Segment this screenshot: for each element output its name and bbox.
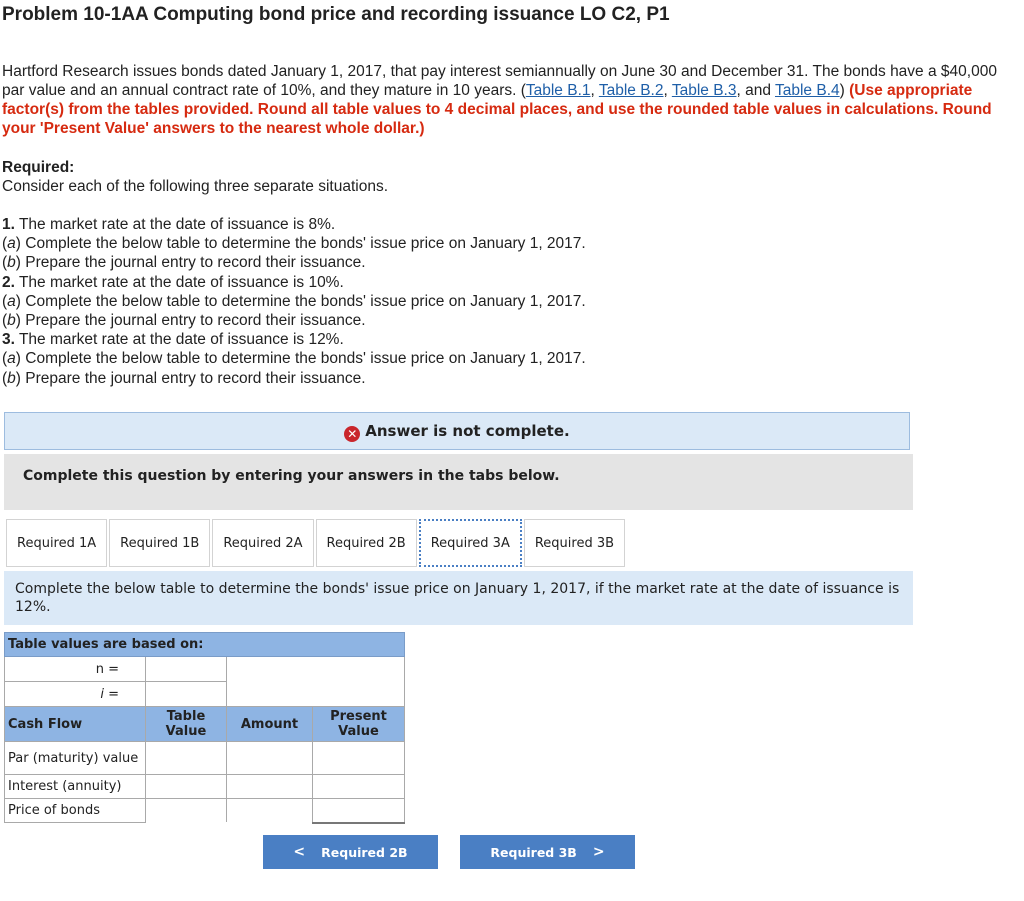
instructions-bar <box>4 454 913 510</box>
table-b1-link[interactable]: Table B.1 <box>525 82 591 99</box>
i-input[interactable] <box>146 682 227 707</box>
price-of-bonds-label: Price of bonds <box>5 799 146 823</box>
blank-cell <box>227 657 405 707</box>
x-circle-icon: ✕ <box>344 426 360 442</box>
item-text: Complete the below table to determine the bonds' issue price on January 1, 2017. <box>20 292 586 310</box>
n-input[interactable] <box>146 657 227 682</box>
interest-table-value-input[interactable] <box>146 775 227 799</box>
tab-required-1a[interactable]: Required 1A <box>6 519 107 567</box>
list-item: (a) Complete the below table to determine the bonds' issue price on January 1, 2017. <box>2 292 586 310</box>
question-text: Complete the below table to determine the bonds' issue price on January 1, 2017, if the market rate at the date of issuance is 12%. <box>15 581 900 615</box>
par-present-value-input[interactable] <box>313 742 405 775</box>
item-text: The market rate at the date of issuance is 10%. <box>14 273 344 291</box>
close-paren: ) <box>839 82 845 99</box>
item-letter: b <box>7 254 16 272</box>
present-value-header: Present Value <box>313 707 405 742</box>
required-list <box>2 215 586 388</box>
next-required-3b-button[interactable] <box>460 835 635 869</box>
item-text: The market rate at the date of issuance is 12%. <box>14 331 344 349</box>
next-button-label: Required 3B <box>490 844 577 860</box>
instructions-text: Complete this question by entering your answers in the tabs below. <box>23 468 560 484</box>
item-letter: a <box>7 350 16 368</box>
list-item: (a) Complete the below table to determine the bonds' issue price on January 1, 2017. <box>2 235 586 253</box>
required-subtitle: Consider each of the following three separate situations. <box>2 178 389 195</box>
item-text: The market rate at the date of issuance is 8%. <box>14 216 336 233</box>
item-letter: b <box>7 311 16 329</box>
tab-required-2b[interactable]: Required 2B <box>316 519 417 567</box>
chevron-left-icon: < <box>293 844 306 860</box>
table-row <box>5 633 405 657</box>
interest-present-value-input[interactable] <box>313 775 405 799</box>
table-value-header: Table Value <box>146 707 227 742</box>
answer-status-banner <box>4 412 910 450</box>
separator: , <box>663 82 672 99</box>
tab-required-3a[interactable]: Required 3A <box>419 519 522 567</box>
table-row <box>5 775 405 799</box>
list-item: (b) Prepare the journal entry to record their issuance. <box>2 369 366 387</box>
intro-text: Hartford Research issues bonds dated January 1, 2017, that pay interest semiannually on June 30 and December 31. The bonds have a $40,000 par value and an annual contract rate of 10%, and they mature in 10 years. ( <box>2 63 997 99</box>
interest-label: Interest (annuity) <box>5 775 146 799</box>
problem-intro <box>2 62 1012 138</box>
n-label: n = <box>5 657 146 682</box>
required-heading: Required: <box>2 159 75 176</box>
i-label: i = <box>5 682 146 707</box>
blank-cell <box>146 799 227 823</box>
list-item: (a) Complete the below table to determine the bonds' issue price on January 1, 2017. <box>2 350 586 368</box>
amount-header: Amount <box>227 707 313 742</box>
page-title: Problem 10-1AA Computing bond price and recording issuance LO C2, P1 <box>2 4 670 25</box>
table-based-on-header: Table values are based on: <box>5 633 405 657</box>
price-of-bonds-input[interactable] <box>313 799 405 823</box>
par-table-value-input[interactable] <box>146 742 227 775</box>
item-text: Prepare the journal entry to record their issuance. <box>20 311 366 329</box>
table-row <box>5 657 405 682</box>
table-row <box>5 742 405 775</box>
tab-required-3b[interactable]: Required 3B <box>524 519 625 567</box>
question-box <box>4 571 913 625</box>
item-number: 1. <box>2 216 15 233</box>
item-letter: a <box>7 292 16 310</box>
list-item <box>2 215 586 234</box>
table-row <box>5 799 405 823</box>
item-text: Prepare the journal entry to record their issuance. <box>20 254 366 272</box>
item-letter: a <box>7 235 16 253</box>
item-letter: b <box>7 369 16 387</box>
item-number: 2. <box>2 273 15 291</box>
answer-status-text: Answer is not complete. <box>365 422 570 440</box>
tab-bar <box>6 519 627 569</box>
item-text: Prepare the journal entry to record their issuance. <box>20 369 366 387</box>
list-item: (b) Prepare the journal entry to record their issuance. <box>2 254 366 272</box>
table-b3-link[interactable]: Table B.3 <box>671 82 737 99</box>
list-item <box>2 330 586 349</box>
bond-price-table <box>4 632 405 824</box>
prev-required-2b-button[interactable] <box>263 835 438 869</box>
separator: , <box>590 82 599 99</box>
tab-required-2a[interactable]: Required 2A <box>212 519 313 567</box>
chevron-right-icon: > <box>592 844 605 860</box>
cash-flow-header: Cash Flow <box>5 707 146 742</box>
separator: , and <box>736 82 775 99</box>
list-item <box>2 273 586 292</box>
interest-amount-input[interactable] <box>227 775 313 799</box>
tab-required-1b[interactable]: Required 1B <box>109 519 210 567</box>
table-row <box>5 707 405 742</box>
item-text: Complete the below table to determine the bonds' issue price on January 1, 2017. <box>20 235 586 253</box>
table-b4-link[interactable]: Table B.4 <box>775 82 840 99</box>
rounding-instruction: (Use appropriate factor(s) from the tables provided. Round all table values to 4 decimal places, and use the rounded table values in calculations. Round your 'Present Value' answers to the nearest whole dollar.) <box>2 82 992 137</box>
item-text: Complete the below table to determine the bonds' issue price on January 1, 2017. <box>20 350 586 368</box>
item-number: 3. <box>2 331 15 349</box>
blank-cell <box>227 799 313 823</box>
list-item: (b) Prepare the journal entry to record their issuance. <box>2 311 366 329</box>
table-b2-link[interactable]: Table B.2 <box>598 82 664 99</box>
par-amount-input[interactable] <box>227 742 313 775</box>
par-value-label: Par (maturity) value <box>5 742 146 775</box>
prev-button-label: Required 2B <box>321 844 408 860</box>
